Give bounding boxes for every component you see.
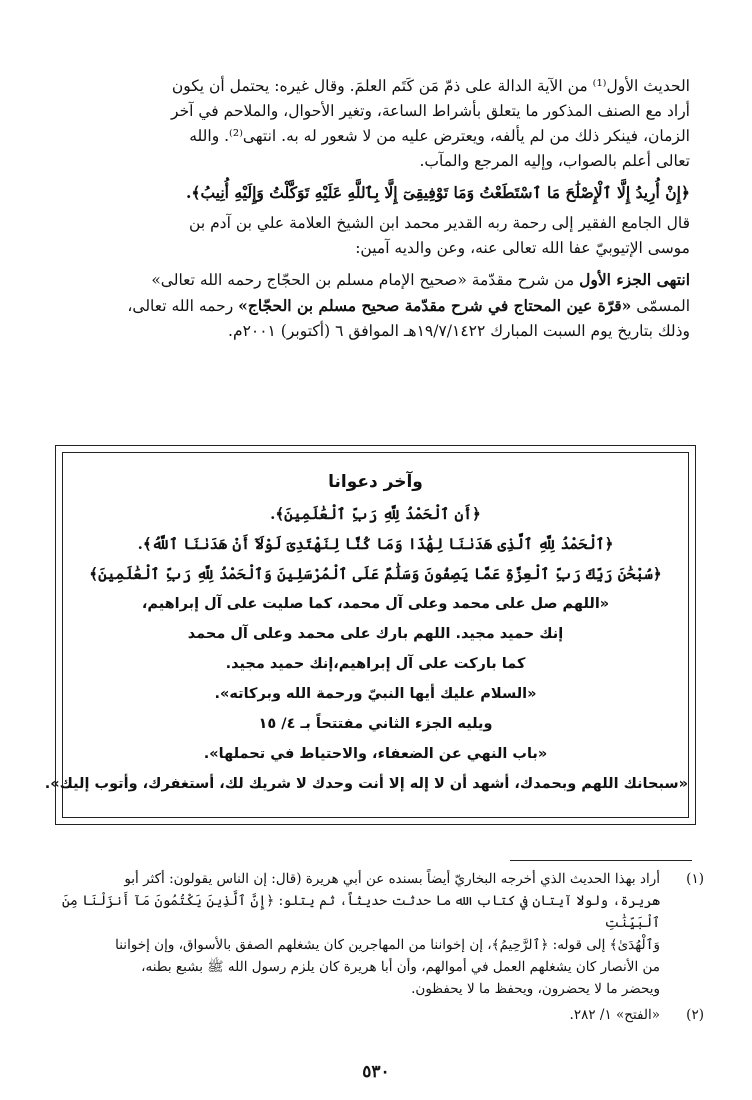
footnotes [62, 868, 704, 1030]
footnote-line: هريرة، ولولا آيتان في كتاب الله ما حدثت حديثاً، ثم يتلو: ﴿إِنَّ ٱلَّذِينَ يَكْتُمُونَ مَآ أَنزَلْنَا مِنَ ٱلْبَيِّنَٰتِ [62, 893, 660, 931]
colophon-lead: انتهى الجزء الأول [579, 270, 690, 289]
footnote-number: (٢) [686, 1007, 704, 1023]
page-number: ٥٣٠ [362, 1062, 390, 1082]
footnote-separator [510, 860, 692, 861]
closing-prayer-box-inner [44, 452, 689, 818]
text-line: قال الجامع الفقير إلى رحمة ربه القدير محمد ابن الشيخ العلامة علي بن آدم بن [189, 214, 690, 232]
footnote [62, 1004, 704, 1026]
footnote [62, 868, 704, 1000]
salam-line: «السلام عليك أيها النبيّ ورحمة الله وبركاته». [214, 686, 537, 702]
closing-prayer-box [44, 445, 696, 825]
closing-supplication: «سبحانك اللهم وبحمدك، أشهد أن لا إله إلا أنت وحدك لا شريك لك، أستغفرك، وأتوب إليك». [44, 776, 688, 792]
text-line: أراد مع الصنف المذكور ما يتعلق بأشراط الساعة، وتغير الأحوال، والملاحم في آخر [171, 102, 690, 120]
colophon-date: وذلك بتاريخ يوم السبت المبارك ١٩/٧/١٤٢٢هـ الموافق ٦ (أكتوبر) ٢٠٠١م. [228, 322, 690, 340]
text-line: موسى الإتيوبيّ عفا الله تعالى عنه، وعن والديه آمين: [355, 239, 690, 257]
footnote-number: (١) [686, 871, 704, 887]
text-line [62, 293, 690, 319]
quran-verse: ﴿إِنْ أُرِيدُ إِلَّا ٱلْإِصْلَٰحَ مَا ٱسْتَطَعْتُ وَمَا تَوْفِيقِىٓ إِلَّا بِٱللَّهِ عَلَيْهِ تَوَكَّلْتُ وَإِلَيْهِ أُنِيبُ﴾. [185, 183, 690, 202]
colophon-text: رحمه الله تعالى، [127, 297, 239, 315]
colophon-text: من شرح مقدّمة «صحيح الإمام مسلم بن الحجّاج رحمه الله تعالى» [151, 271, 580, 289]
footnote-line: «الفتح» ١/ ٢٨٢. [569, 1007, 660, 1023]
quran-verse: ﴿ٱلْحَمْدُ لِلَّهِ ٱلَّذِى هَدَىٰنَا لِهَٰذَا وَمَا كُنَّا لِنَهْتَدِىَ لَوْلَآ أَنْ هَدَىٰنَا ٱللَّهُ﴾. [137, 535, 614, 553]
prayer-line: كما باركت على آل إبراهيم،إنك حميد مجيد. [225, 656, 526, 672]
prayer-line: إنك حميد مجيد. اللهم بارك على محمد وعلى آل محمد [187, 626, 564, 642]
quran-verse: ﴿أَنِ ٱلْحَمْدُ لِلَّهِ رَبِّ ٱلْعَٰلَمِينَ﴾. [270, 505, 481, 523]
text-line: الحديث الأول⁽¹⁾ من الآية الدالة على ذمّ مَن كَتَم العلمَ. وقال غيره: يحتمل أن يكون [171, 77, 690, 95]
box-title: وآخر دعوانا [328, 472, 423, 492]
prayer-line: «اللهم صل على محمد وعلى آل محمد، كما صليت على آل إبراهيم، [141, 596, 610, 612]
footnote-line: ويحضر ما لا يحضرون، ويحفظ ما لا يحفظون. [411, 981, 660, 997]
footnote-line: وَٱلْهُدَىٰ﴾ إلى قوله: ﴿ٱلرَّحِيمُ﴾، إن إخواننا من المهاجرين كان يشغلهم الصفق بالأسواق، وإن إخواننا [115, 937, 660, 953]
quran-verse: ﴿سُبْحَٰنَ رَبِّكَ رَبِّ ٱلْعِزَّةِ عَمَّا يَصِفُونَ وَسَلَٰمٌ عَلَى ٱلْمُرْسَلِينَ وَٱلْحَمْدُ لِلَّهِ رَبِّ ٱلْعَٰلَمِينَ﴾ [89, 565, 662, 583]
colophon-text: المسمّى [631, 297, 690, 315]
text-line: تعالى أعلم بالصواب، وإليه المرجع والمآب. [419, 152, 690, 170]
footnote-line: من الأنصار كان يشغلهم العمل في أموالهم، وأن أبا هريرة كان يلزم رسول الله ﷺ بشبع بطنه، [141, 959, 660, 975]
text-line: الزمان، فينكر ذلك من لم يألفه، ويعترض عليه من لا شعور له به. انتهى⁽²⁾. والله [189, 127, 690, 145]
text-line [62, 267, 690, 293]
main-text [62, 74, 690, 344]
footnote-line: أراد بهذا الحديث الذي أخرجه البخاريّ أيضاً بسنده عن أبي هريرة (قال: إن الناس يقولون: أكثر أبو [124, 871, 660, 887]
next-volume-line: ويليه الجزء الثاني مفتتحاً بـ ٤/ ١٥ [258, 716, 493, 732]
book-title: «قرّة عين المحتاج في شرح مقدّمة صحيح مسلم بن الحجّاج» [238, 296, 632, 315]
next-chapter-title: «باب النهي عن الضعفاء، والاحتياط في تحملها». [203, 746, 548, 762]
